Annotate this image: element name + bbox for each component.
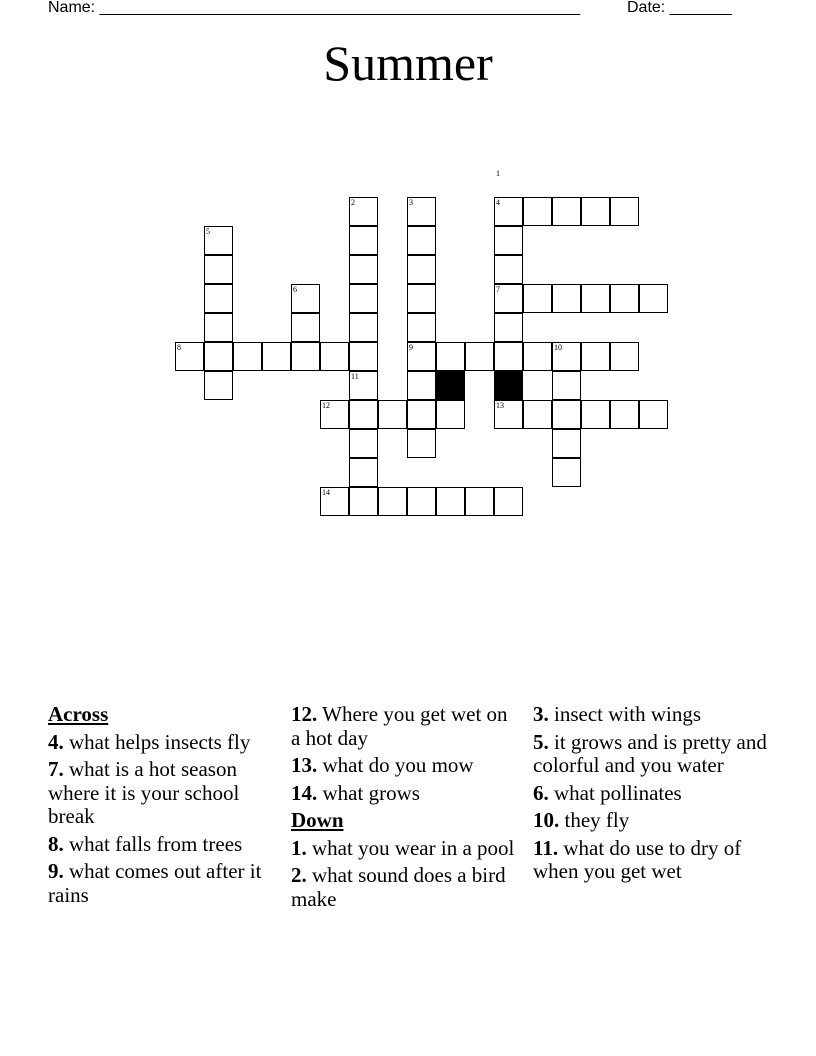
crossword-cell[interactable]	[407, 429, 436, 458]
crossword-cell[interactable]	[204, 255, 233, 284]
crossword-cell[interactable]	[523, 197, 552, 226]
crossword-cell[interactable]	[291, 342, 320, 371]
crossword-cell[interactable]	[552, 458, 581, 487]
crossword-cell[interactable]	[581, 284, 610, 313]
down-heading: Down	[291, 808, 344, 832]
name-field-label: Name: ______________________________________________________	[48, 0, 581, 16]
clue-down-1: 1. what you wear in a pool	[291, 835, 515, 860]
clue-column-1	[48, 703, 280, 911]
crossword-cell[interactable]	[494, 226, 523, 255]
crossword-cell[interactable]	[349, 255, 378, 284]
crossword-cell[interactable]	[262, 342, 291, 371]
crossword-cell[interactable]	[552, 284, 581, 313]
clue-across-9: 9. what comes out after it rains	[48, 859, 262, 907]
crossword-cell[interactable]	[552, 197, 581, 226]
crossword-cell[interactable]	[407, 487, 436, 516]
clue-number-9: 9	[409, 343, 413, 352]
clue-down-10: 10. they fly	[533, 808, 630, 832]
clue-column-2	[291, 703, 516, 915]
clue-number-10: 10	[554, 343, 562, 352]
crossword-cell[interactable]	[581, 342, 610, 371]
clue-number-12: 12	[322, 401, 330, 410]
date-field-label: Date: _______	[627, 0, 732, 16]
clue-number-7: 7	[496, 285, 500, 294]
clue-down-3: 3. insect with wings	[533, 702, 701, 726]
across-heading: Across	[48, 702, 109, 726]
crossword-cell[interactable]	[204, 284, 233, 313]
clue-across-4: 4. what helps insects fly	[48, 729, 251, 754]
clue-number-13: 13	[496, 401, 504, 410]
crossword-cell[interactable]	[552, 400, 581, 429]
crossword-cell[interactable]	[639, 284, 668, 313]
crossword-cell[interactable]	[349, 487, 378, 516]
clue-number-8: 8	[177, 343, 181, 352]
clue-number-5: 5	[206, 227, 210, 236]
crossword-cell[interactable]	[349, 226, 378, 255]
clue-number-14: 14	[322, 488, 330, 497]
clue-across-13: 13. what do you mow	[291, 753, 474, 777]
clue-number-1: 1	[496, 169, 500, 178]
crossword-cell[interactable]	[407, 313, 436, 342]
crossword-cell[interactable]	[523, 342, 552, 371]
crossword-cell[interactable]	[610, 284, 639, 313]
page-title: Summer	[323, 35, 493, 91]
crossword-cell[interactable]	[581, 400, 610, 429]
crossword-cell[interactable]	[349, 342, 378, 371]
crossword-cell[interactable]	[407, 371, 436, 400]
crossword-cell[interactable]	[378, 400, 407, 429]
crossword-cell[interactable]	[233, 342, 262, 371]
crossword-cell[interactable]	[581, 197, 610, 226]
crossword-cell[interactable]	[639, 400, 668, 429]
crossword-cell[interactable]	[436, 487, 465, 516]
crossword-cell[interactable]	[407, 255, 436, 284]
clue-down-5: 5. it grows and is pretty and colorful and you water	[533, 729, 767, 777]
crossword-cell[interactable]	[378, 487, 407, 516]
crossword-black-square	[436, 371, 465, 400]
crossword-cell[interactable]	[349, 400, 378, 429]
crossword-cell[interactable]	[552, 429, 581, 458]
crossword-cell[interactable]	[349, 458, 378, 487]
crossword-cell[interactable]	[523, 400, 552, 429]
clue-across-8: 8. what falls from trees	[48, 831, 243, 856]
crossword-cell[interactable]	[610, 342, 639, 371]
crossword-cell[interactable]	[494, 313, 523, 342]
crossword-cell[interactable]	[291, 313, 320, 342]
crossword-cell[interactable]	[465, 342, 494, 371]
clue-across-14: 14. what grows	[291, 780, 420, 805]
clue-across-12: 12. Where you get wet on a hot day	[291, 702, 508, 750]
crossword-cell[interactable]	[407, 284, 436, 313]
crossword-cell[interactable]	[349, 284, 378, 313]
clue-number-2: 2	[351, 198, 355, 207]
crossword-cell[interactable]	[494, 255, 523, 284]
crossword-cell[interactable]	[523, 284, 552, 313]
crossword-cell[interactable]	[204, 371, 233, 400]
crossword-cell[interactable]	[407, 400, 436, 429]
clue-down-11: 11. what do use to dry of when you get wet	[533, 835, 742, 883]
crossword-cell[interactable]	[552, 371, 581, 400]
crossword-cell[interactable]	[204, 342, 233, 371]
crossword-cell[interactable]	[436, 342, 465, 371]
crossword-cell[interactable]	[349, 429, 378, 458]
crossword-cell[interactable]	[436, 400, 465, 429]
crossword-cell[interactable]	[610, 400, 639, 429]
clue-down-2: 2. what sound does a bird make	[291, 863, 506, 911]
clue-number-3: 3	[409, 198, 413, 207]
clue-down-6: 6. what pollinates	[533, 780, 682, 805]
crossword-black-square	[494, 371, 523, 400]
clue-across-7: 7. what is a hot season where it is your school break	[48, 757, 240, 828]
clue-column-3	[533, 703, 773, 888]
crossword-cell[interactable]	[407, 226, 436, 255]
crossword-cell[interactable]	[494, 487, 523, 516]
crossword-cell[interactable]	[494, 342, 523, 371]
clue-number-4: 4	[496, 198, 500, 207]
crossword-cell[interactable]	[465, 487, 494, 516]
crossword-cell[interactable]	[204, 313, 233, 342]
crossword-cell[interactable]	[349, 313, 378, 342]
clue-number-6: 6	[293, 285, 297, 294]
clue-number-11: 11	[351, 372, 359, 381]
crossword-cell[interactable]	[610, 197, 639, 226]
crossword-cell[interactable]	[320, 342, 349, 371]
